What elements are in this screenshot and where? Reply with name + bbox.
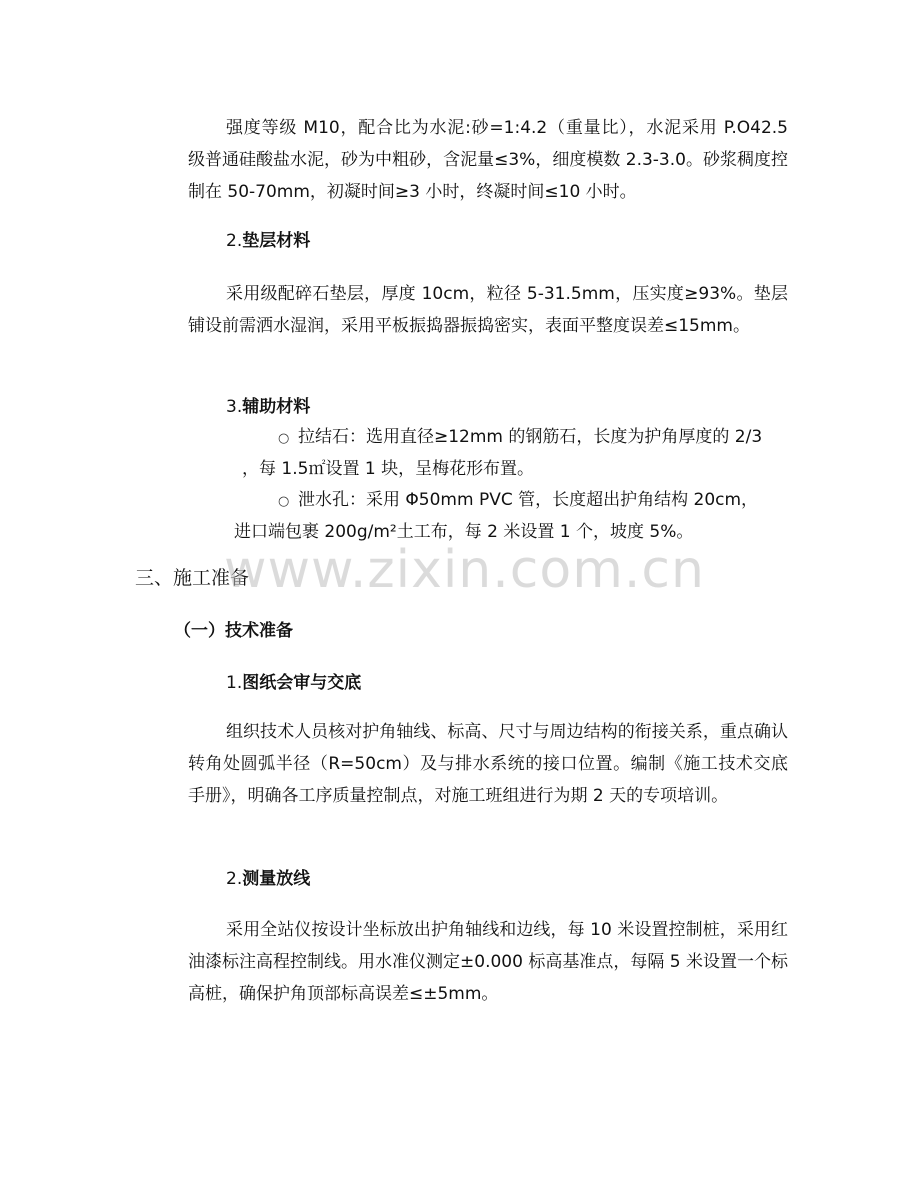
bullet-circle-icon: ○: [278, 431, 290, 446]
heading-cushion-material: [226, 228, 310, 254]
heading-number: 2.: [226, 231, 243, 251]
paragraph-cushion: 采用级配碎石垫层，厚度 10cm，粒径 5-31.5mm，压实度≥93%。垫层铺设前需洒水湿润，采用平板振捣器振捣密实，表面平整度误差≤15mm。: [188, 284, 788, 336]
bullet-text: 泄水孔：采用 Φ50mm PVC 管，长度超出护角结构 20cm，: [298, 490, 759, 510]
heading-auxiliary-material: [226, 394, 310, 420]
heading-text: 图纸会审与交底: [242, 673, 362, 693]
bullet-tie-stone-line2: ，每 1.5㎡设置 1 块，呈梅花形布置。: [242, 459, 535, 479]
heading-drawing-review: [226, 670, 361, 696]
bullet-drain-hole-line1: [278, 484, 758, 518]
bullet-circle-icon: ○: [278, 494, 290, 509]
bullet-drain-hole-line2: 进口端包裹 200g/m²土工布，每 2 米设置 1 个，坡度 5%。: [234, 522, 694, 542]
heading-text: 垫层材料: [242, 231, 311, 251]
heading-number: 2.: [226, 869, 243, 889]
paragraph-drawing-review: 组织技术人员核对护角轴线、标高、尺寸与周边结构的衔接关系，重点确认转角处圆弧半径（R=50cm）及与排水系统的接口位置。编制《施工技术交底手册》，明确各工序质量控制点，对施工班组进行为期 2 天的专项培训。: [188, 722, 788, 806]
heading-text: 辅助材料: [242, 397, 311, 417]
subsection-technical-prep: （一）技术准备: [174, 621, 293, 641]
heading-number: 3.: [226, 397, 243, 417]
heading-text: 测量放线: [242, 869, 311, 889]
section-title-construction-prep: 三、施工准备: [135, 567, 250, 589]
watermark: www.zixin.com.cn: [224, 540, 705, 600]
heading-survey: [226, 866, 310, 892]
bullet-tie-stone-line1: [278, 421, 762, 455]
paragraph-mortar: 强度等级 M10，配合比为水泥:砂=1:4.2（重量比），水泥采用 P.O42.5 级普通硅酸盐水泥，砂为中粗砂，含泥量≤3%，细度模数 2.3-3.0。砂浆稠度控制在 50-70mm，初凝时间≥3 小时，终凝时间≤10 小时。: [188, 118, 788, 202]
bullet-text: 拉结石：选用直径≥12mm 的钢筋石，长度为护角厚度的 2/3: [298, 427, 763, 447]
heading-number: 1.: [226, 673, 243, 693]
paragraph-survey: 采用全站仪按设计坐标放出护角轴线和边线，每 10 米设置控制桩，采用红油漆标注高程控制线。用水准仪测定±0.000 标高基准点，每隔 5 米设置一个标高桩，确保护角顶部标高误差≤±5mm。: [188, 920, 788, 1004]
